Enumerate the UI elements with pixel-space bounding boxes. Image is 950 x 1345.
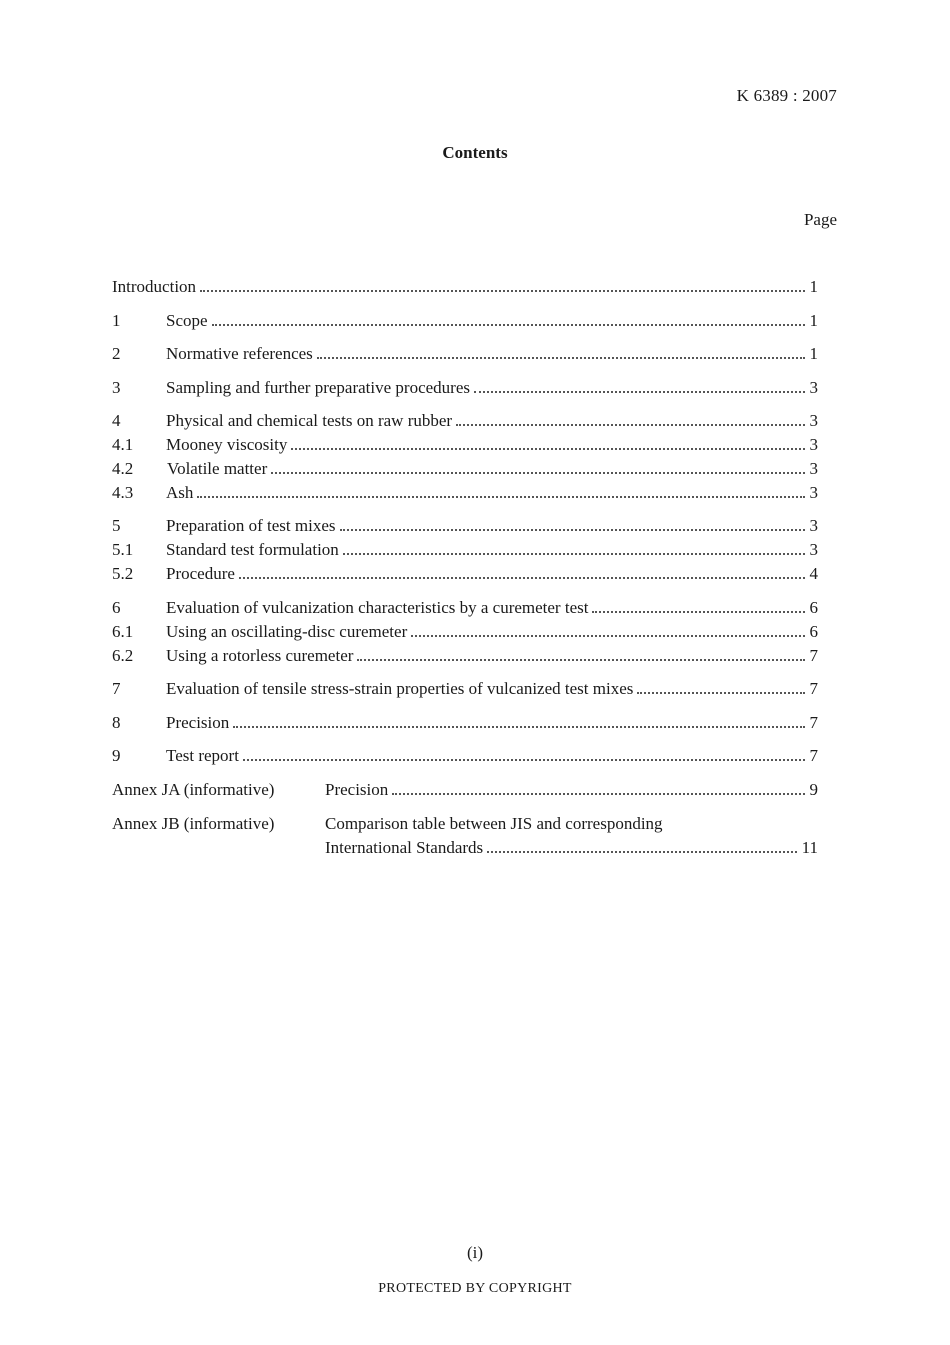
- toc-entry-6-2[interactable]: [112, 643, 818, 667]
- toc-entry-number: 4: [112, 411, 121, 430]
- annex-label: Annex JB (informative): [112, 814, 275, 833]
- toc-entry-page: 7: [809, 713, 818, 732]
- toc-entry-number: 4.2: [112, 459, 134, 478]
- toc-leader: [340, 529, 806, 531]
- toc-entry-5[interactable]: [112, 513, 818, 537]
- toc-entry-1[interactable]: [112, 308, 818, 332]
- toc-entry-number: 5: [112, 516, 121, 535]
- toc-entry-title: Volatile matter: [167, 459, 268, 478]
- toc-leader: [411, 635, 805, 637]
- toc-entry-page: 3: [809, 459, 818, 478]
- toc-entry-5-1[interactable]: [112, 537, 818, 561]
- toc-entry-title: Evaluation of tensile stress-strain properties of vulcanized test mixes: [166, 679, 634, 698]
- toc-entry-5-2[interactable]: [112, 561, 818, 585]
- toc-entry-number: 5.1: [112, 540, 134, 559]
- toc-entry-title-line1: Comparison table between JIS and corresponding: [325, 814, 663, 833]
- toc-entry-title: Mooney viscosity: [166, 435, 288, 454]
- toc-entry-number: 7: [112, 679, 121, 698]
- toc-entry-4[interactable]: [112, 408, 818, 432]
- copyright-notice: PROTECTED BY COPYRIGHT: [378, 1281, 572, 1296]
- toc-entry-title-line2: International Standards: [325, 838, 484, 857]
- toc-entry-title: Using an oscillating-disc curemeter: [166, 622, 408, 641]
- toc-leader: [233, 726, 805, 728]
- toc-entry-page: 1: [809, 277, 818, 296]
- toc-entry-3[interactable]: [112, 375, 818, 399]
- toc-entry-page: 3: [809, 516, 818, 535]
- toc-leader: [392, 793, 805, 795]
- toc-entry-title: Preparation of test mixes: [166, 516, 336, 535]
- toc-entry-4-3[interactable]: [112, 480, 818, 504]
- toc-entry-page: 4: [809, 564, 818, 583]
- toc-entry-page: 1: [809, 344, 818, 363]
- toc-entry-title: Introduction: [112, 277, 197, 296]
- toc-entry-number: 4.3: [112, 483, 134, 502]
- toc-entry-6[interactable]: [112, 595, 818, 619]
- toc-leader: [291, 448, 805, 450]
- toc-entry-page: 11: [801, 838, 818, 857]
- toc-entry-title: Test report: [166, 746, 239, 765]
- toc-entry-4-1[interactable]: [112, 432, 818, 456]
- toc-entry-page: 3: [809, 483, 818, 502]
- toc-entry-title: Ash: [166, 483, 194, 502]
- toc-leader: [200, 290, 805, 292]
- toc-annex-ja[interactable]: [112, 777, 818, 801]
- toc-entry-2[interactable]: [112, 341, 818, 365]
- toc-entry-number: 8: [112, 713, 121, 732]
- toc-entry-number: 3: [112, 378, 121, 397]
- toc-entry-number: 2: [112, 344, 121, 363]
- toc-entry-title: Procedure: [166, 564, 235, 583]
- toc-leader: [343, 553, 805, 555]
- toc-entry-number: 6.2: [112, 646, 134, 665]
- toc-entry-page: 6: [809, 622, 818, 641]
- toc-entry-page: 9: [809, 780, 818, 799]
- toc-entry-number: 6: [112, 598, 121, 617]
- toc-leader: [474, 391, 805, 393]
- toc-entry-page: 1: [809, 311, 818, 330]
- toc-entry-title: Sampling and further preparative procedures: [166, 378, 470, 397]
- toc-entry-title: Evaluation of vulcanization characteristics by a curemeter test: [166, 598, 589, 617]
- toc-entry-number: 9: [112, 746, 121, 765]
- toc-entry-4-2[interactable]: [112, 456, 818, 480]
- toc-entry-page: 3: [809, 378, 818, 397]
- toc-entry-number: 1: [112, 311, 121, 330]
- toc-entry-title: Physical and chemical tests on raw rubber: [166, 411, 453, 430]
- toc-annex-jb[interactable]: [112, 835, 818, 859]
- footer-page-number: (i): [466, 1243, 484, 1262]
- toc-leader: [239, 577, 805, 579]
- toc-entry-9[interactable]: [112, 743, 818, 767]
- toc-entry-introduction[interactable]: [112, 274, 818, 298]
- toc-entry-page: 7: [809, 746, 818, 765]
- toc-entry-page: 7: [809, 646, 818, 665]
- toc-entry-page: 3: [809, 540, 818, 559]
- toc-entry-title: Standard test formulation: [166, 540, 339, 559]
- toc-entry-title: Precision: [166, 713, 230, 732]
- toc-leader: [212, 324, 805, 326]
- toc-entry-title: Normative references: [166, 344, 313, 363]
- toc-leader: [592, 611, 805, 613]
- toc-leader: [357, 659, 805, 661]
- toc-leader: [197, 496, 805, 498]
- toc-entry-page: 3: [809, 435, 818, 454]
- toc-entry-6-1[interactable]: [112, 619, 818, 643]
- toc-entry-title: Precision: [325, 780, 389, 799]
- toc-entry-number: 5.2: [112, 564, 134, 583]
- toc-entry-title: Using a rotorless curemeter: [166, 646, 354, 665]
- toc-entry-number: 6.1: [112, 622, 134, 641]
- toc-annex-jb-label-row: [112, 811, 818, 835]
- toc-entry-number: 4.1: [112, 435, 134, 454]
- toc-leader: [271, 472, 805, 474]
- toc-leader: [456, 424, 805, 426]
- toc-entry-title: Scope: [166, 311, 208, 330]
- page-column-label: Page: [803, 210, 837, 229]
- toc-entry-page: 3: [809, 411, 818, 430]
- page-title: Contents: [442, 143, 508, 162]
- toc-leader: [243, 759, 805, 761]
- toc-leader: [317, 357, 805, 359]
- toc-entry-8[interactable]: [112, 710, 818, 734]
- document-id: K 6389 : 2007: [736, 86, 837, 105]
- toc-leader: [637, 692, 805, 694]
- annex-label: Annex JA (informative): [112, 780, 275, 799]
- toc-entry-7[interactable]: [112, 676, 818, 700]
- toc-leader: [487, 851, 797, 853]
- toc-entry-page: 6: [809, 598, 818, 617]
- toc-entry-page: 7: [809, 679, 818, 698]
